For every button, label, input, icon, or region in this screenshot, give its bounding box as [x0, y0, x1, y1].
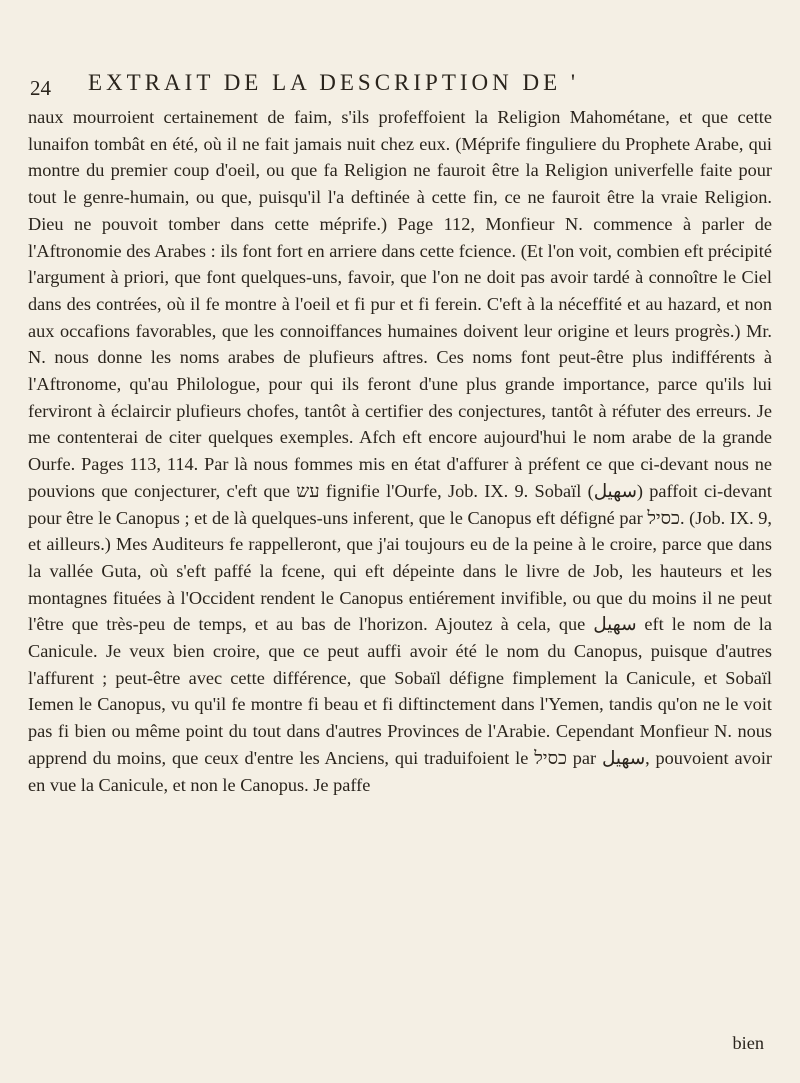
- catchword: bien: [732, 1033, 764, 1053]
- page-header: [30, 58, 770, 98]
- running-title: EXTRAIT DE LA DESCRIPTION DE ': [88, 70, 580, 95]
- paragraph: naux mourroient certainement de faim, s'ils profeffoient la Religion Mahométane, et que cette lunaifon tombât en été, où il ne fait jamais nuit chez eux. (Méprife finguliere du Prophete Arabe, qui montre du premier coup d'oeil, ou que fa Religion ne fauroit être la Religion univerfelle faite pour tout le genre-humain, ou que, puisqu'il l'a deftinée à cette fin, ce ne fauroit être la vraie Religion. Dieu ne pouvoit tomber dans cette méprife.) Page 112, Monfieur N. commence à parler de l'Aftronomie des Arabes : ils font fort en arriere dans cette fcience. (Et l'on voit, combien eft précipité l'argument à priori, que font quelques-uns, favoir, que l'on ne doit pas avoir tardé à connoître le Ciel dans des contrées, où il fe montre à l'oeil et fi pur et fi ferein. C'eft à la néceffité et au hazard, et non aux occafions favorables, que les connoiffances humaines doivent leur origine et leurs progrès.) Mr. N. nous donne les noms arabes de plufieurs aftres. Ces noms font peut-être plus indifférents à l'Aftronome, qu'au Philologue, pour qui ils feront d'une plus grande importance, parce qu'ils lui ferviront à éclaircir plufieurs chofes, tantôt à certifier des conjectures, tantôt à réfuter des erreurs. Je me contenterai de citer quelques exemples. Afch eft encore aujourd'hui le nom arabe de la grande Ourfe. Pages 113, 114. Par là nous fommes mis en état d'affurer à préfent ce que ci-devant nous ne pouvions que conjecturer, c'eft que עש fignifie l'Ourfe, Job. IX. 9. Sobaïl (سهيل) paffoit ci-devant pour être le Canopus ; et de là quelques-uns inferent, que le Canopus eft défigné par כסיל. (Job. IX. 9, et ailleurs.) Mes Auditeurs fe rappelleront, que j'ai toujours eu de la peine à le croire, parce que dans la vallée Guta, où s'eft paffé la fcene, qui eft dépeinte dans le livre de Job, les hauteurs et les montagnes fituées à l'Occident rendent le Canopus entiérement invifible, ou que du moins il ne peut l'être que très-peu de temps, et au bas de l'horizon. Ajoutez à cela, que سهيل eft le nom de la Canicule. Je veux bien croire, que ce peut auffi avoir été le nom du Canopus, puisque d'autres l'affurent ; peut-être avec cette différence, que Sobaïl défigne fimplement la Canicule, et Sobaïl Iemen le Canopus, vu qu'il fe montre fi beau et fi diftinctement dans l'Yemen, tandis qu'on ne le voit pas fi bien ou même point du tout dans d'autres Provinces de l'Arabie. Cependant Monfieur N. nous apprend du moins, que ceux d'entre les Anciens, qui traduifoient le כסיל par سهيل, pouvoient avoir en vue la Canicule, et non le Canopus. Je paffe: [28, 107, 773, 795]
- page-number: 24: [30, 76, 51, 100]
- body-text: [28, 104, 772, 798]
